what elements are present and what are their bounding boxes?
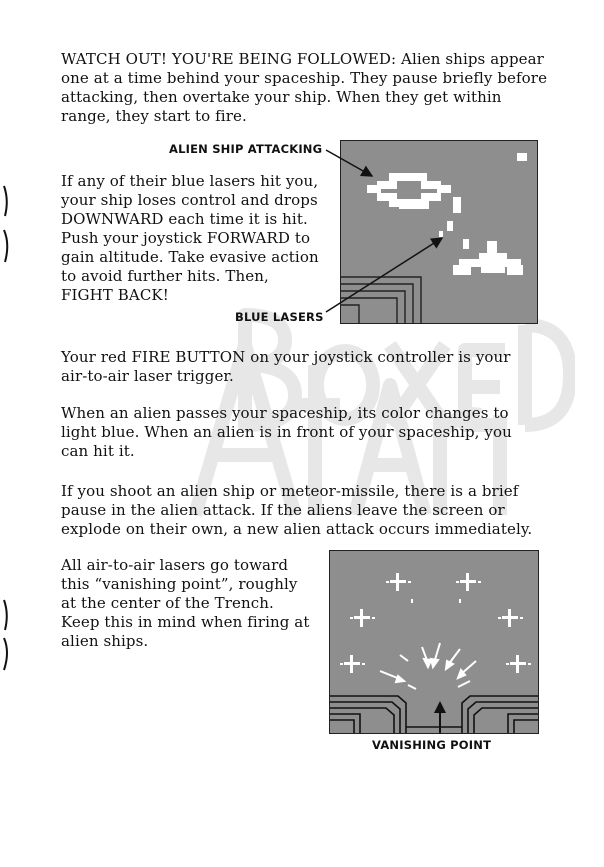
vanishing-point-paragraph: All air-to-air lasers go toward this “vanishing point”, roughly at the center of the Trench. Keep this in mind when firing at alien ships. xyxy=(61,556,310,650)
vanishing-point-label: VANISHING POINT xyxy=(372,738,492,752)
alien-attack-pause-paragraph: If you shoot an alien ship or meteor-missile, there is a brief pause in the alien attack. If the aliens leave the screen or explode on their own, a new alien attack occurs immediately. xyxy=(61,482,533,538)
alien-ship-attacking-label: ALIEN SHIP ATTACKING xyxy=(169,142,323,156)
trench-scene xyxy=(330,551,538,733)
vanishing-point-arrow xyxy=(434,701,446,733)
warning-heading: WATCH OUT! YOU'RE BEING FOLLOWED: xyxy=(61,50,397,68)
binding-mark-bottom xyxy=(0,596,12,676)
intro-body-text: Alien ships appear one at a time behind your spaceship. They pause briefly before attacking, then overtake your ship. When they get within range, they start to fire. xyxy=(61,50,548,125)
intro-paragraph xyxy=(61,50,551,126)
alien-attack-screenshot xyxy=(340,140,538,324)
trench-lines xyxy=(341,277,421,323)
score-block xyxy=(517,153,527,161)
binding-mark-top xyxy=(0,180,12,270)
fire-button-paragraph: Your red FIRE BUTTON on your joystick controller is your air-to-air laser trigger. xyxy=(61,348,511,385)
vanishing-point-screenshot xyxy=(329,550,539,734)
blue-laser-shots xyxy=(439,197,469,249)
trench-walls xyxy=(330,696,538,733)
laser-arrows xyxy=(380,599,476,689)
alien-color-paragraph: When an alien passes your spaceship, its color changes to light blue. When an alien is in front of your spaceship, you can hit it. xyxy=(61,404,512,460)
blue-lasers-label: BLUE LASERS xyxy=(235,310,324,324)
alien-ship-sprite xyxy=(367,173,451,209)
alien-attack-scene xyxy=(341,141,537,323)
blue-laser-paragraph: If any of their blue lasers hit you, your ship loses control and drops DOWNWARD each time it is hit. Push your joystick FORWARD to gain altitude. Take evasive action to avoid further hits. Then, FIGHT BACK! xyxy=(61,172,319,304)
